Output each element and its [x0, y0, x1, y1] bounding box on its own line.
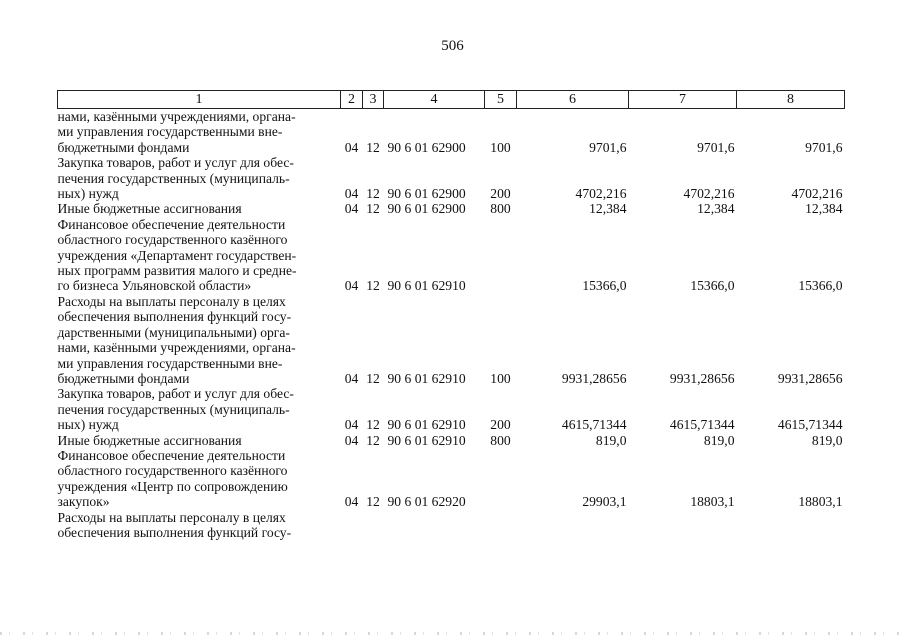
description-line: Иные бюджетные ассигнования [57, 201, 242, 217]
section-code: 04 [344, 432, 359, 448]
expense-type-code: 100 [490, 370, 511, 386]
amount-col-8: 18803,1 [798, 494, 843, 510]
table-row [58, 510, 845, 541]
description-line: Расходы на выплаты персоналу в целях [57, 293, 286, 309]
row-description [58, 201, 341, 216]
description-line: нами, казёнными учреждениями, органа- [57, 340, 296, 356]
description-line: учреждения «Центр по сопровождению [57, 478, 288, 494]
section-code: 04 [344, 278, 359, 294]
row-description [58, 109, 341, 156]
target-article-code: 90 6 01 62900 [387, 139, 466, 155]
amount-col-7: 9931,28656 [669, 370, 735, 386]
page-number: 506 [441, 38, 464, 54]
amount-col-6: 15366,0 [582, 278, 627, 294]
description-line: ми управления государственными вне- [57, 355, 283, 371]
section-code: 04 [344, 139, 359, 155]
expense-type-code: 800 [490, 201, 511, 217]
subsection-code: 12 [366, 417, 380, 433]
amount-col-6: 4702,216 [575, 186, 627, 202]
table-row [58, 109, 845, 156]
description-line: Закупка товаров, работ и услуг для обес- [57, 386, 294, 402]
description-line: Закупка товаров, работ и услуг для обес- [57, 155, 294, 171]
description-line: областного государственного казённого [57, 232, 288, 248]
description-line: дарственными (муниципальными) орга- [57, 324, 290, 340]
header-col-4: 4 [384, 91, 485, 109]
target-article-code: 90 6 01 62900 [387, 201, 466, 217]
description-line: ных программ развития малого и средне- [57, 263, 297, 279]
row-description [58, 386, 341, 432]
amount-col-6 [517, 510, 629, 541]
table-row [58, 386, 845, 432]
row-description [58, 433, 341, 448]
target-article-code: 90 6 01 62920 [387, 494, 466, 510]
description-line: бюджетными фондами [57, 139, 190, 155]
section-code: 04 [344, 186, 359, 202]
amount-col-8: 4702,216 [791, 186, 843, 202]
amount-col-6: 29903,1 [582, 494, 627, 510]
row-description [58, 448, 341, 510]
header-col-1: 1 [58, 91, 341, 109]
subsection-code [363, 510, 384, 541]
description-line: го бизнеса Ульяновской области» [57, 278, 252, 294]
row-description [58, 217, 341, 294]
amount-col-8: 15366,0 [798, 278, 843, 294]
subsection-code: 12 [366, 370, 380, 386]
amount-col-7: 9701,6 [697, 139, 735, 155]
description-line: Финансовое обеспечение деятельности [57, 216, 286, 232]
subsection-code: 12 [366, 139, 380, 155]
amount-col-8: 819,0 [811, 432, 843, 448]
subsection-code: 12 [366, 201, 380, 217]
description-line: Иные бюджетные ассигнования [57, 432, 242, 448]
row-description [58, 294, 341, 386]
section-code: 04 [344, 417, 359, 433]
amount-col-6: 4615,71344 [561, 417, 627, 433]
target-article-code: 90 6 01 62910 [387, 370, 466, 386]
header-col-5: 5 [485, 91, 517, 109]
expense-type-code: 200 [490, 186, 511, 202]
amount-col-7: 4702,216 [683, 186, 735, 202]
description-line: Финансовое обеспечение деятельности [57, 447, 286, 463]
amount-col-8 [737, 510, 845, 541]
description-line: печения государственных (муниципаль- [57, 170, 290, 186]
budget-table [57, 90, 845, 540]
description-line: ми управления государственными вне- [57, 124, 283, 140]
description-line: печения государственных (муниципаль- [57, 401, 290, 417]
target-article-code [384, 510, 485, 541]
amount-col-6: 12,384 [589, 201, 627, 217]
table-body [58, 109, 845, 541]
amount-col-8: 9701,6 [805, 139, 843, 155]
description-line: ных) нужд [57, 186, 119, 202]
table-row [58, 294, 845, 386]
description-line: закупок» [57, 494, 110, 510]
amount-col-7: 15366,0 [690, 278, 735, 294]
section-code: 04 [344, 494, 359, 510]
header-col-2: 2 [341, 91, 363, 109]
amount-col-8: 4615,71344 [777, 417, 843, 433]
target-article-code: 90 6 01 62910 [387, 432, 466, 448]
description-line: областного государственного казённого [57, 463, 288, 479]
expense-type-code: 800 [490, 432, 511, 448]
header-col-6: 6 [517, 91, 629, 109]
table-row [58, 155, 845, 201]
target-article-code: 90 6 01 62900 [387, 186, 466, 202]
expense-type-code: 200 [490, 417, 511, 433]
table-row [58, 201, 845, 216]
target-article-code: 90 6 01 62910 [387, 278, 466, 294]
description-line: обеспечения выполнения функций госу- [57, 524, 292, 540]
amount-col-7: 819,0 [703, 432, 735, 448]
row-description [58, 155, 341, 201]
section-code [341, 510, 363, 541]
row-description [58, 510, 341, 541]
amount-col-7: 12,384 [697, 201, 735, 217]
subsection-code: 12 [366, 432, 380, 448]
description-line: обеспечения выполнения функций госу- [57, 309, 292, 325]
description-line: нами, казёнными учреждениями, органа- [57, 109, 296, 124]
amount-col-8: 12,384 [805, 201, 843, 217]
description-line: бюджетными фондами [57, 370, 190, 386]
amount-col-6: 9701,6 [589, 139, 627, 155]
amount-col-6: 9931,28656 [561, 370, 627, 386]
table-row [58, 433, 845, 448]
amount-col-7: 18803,1 [690, 494, 735, 510]
expense-type-code [485, 510, 517, 541]
description-line: учреждения «Департамент государствен- [57, 247, 297, 263]
target-article-code: 90 6 01 62910 [387, 417, 466, 433]
subsection-code: 12 [366, 278, 380, 294]
expense-type-code [485, 217, 517, 294]
amount-col-6: 819,0 [595, 432, 627, 448]
amount-col-7 [629, 510, 737, 541]
table-row [58, 448, 845, 510]
scan-artifact-line [0, 632, 905, 635]
expense-type-code [485, 448, 517, 510]
expense-type-code: 100 [490, 139, 511, 155]
header-col-8: 8 [737, 91, 845, 109]
description-line: ных) нужд [57, 417, 119, 433]
header-col-3: 3 [363, 91, 384, 109]
header-col-7: 7 [629, 91, 737, 109]
subsection-code: 12 [366, 494, 380, 510]
header-row [58, 91, 845, 109]
table-row [58, 217, 845, 294]
description-line: Расходы на выплаты персоналу в целях [57, 509, 286, 525]
section-code: 04 [344, 370, 359, 386]
section-code: 04 [344, 201, 359, 217]
amount-col-7: 4615,71344 [669, 417, 735, 433]
subsection-code: 12 [366, 186, 380, 202]
amount-col-8: 9931,28656 [777, 370, 843, 386]
